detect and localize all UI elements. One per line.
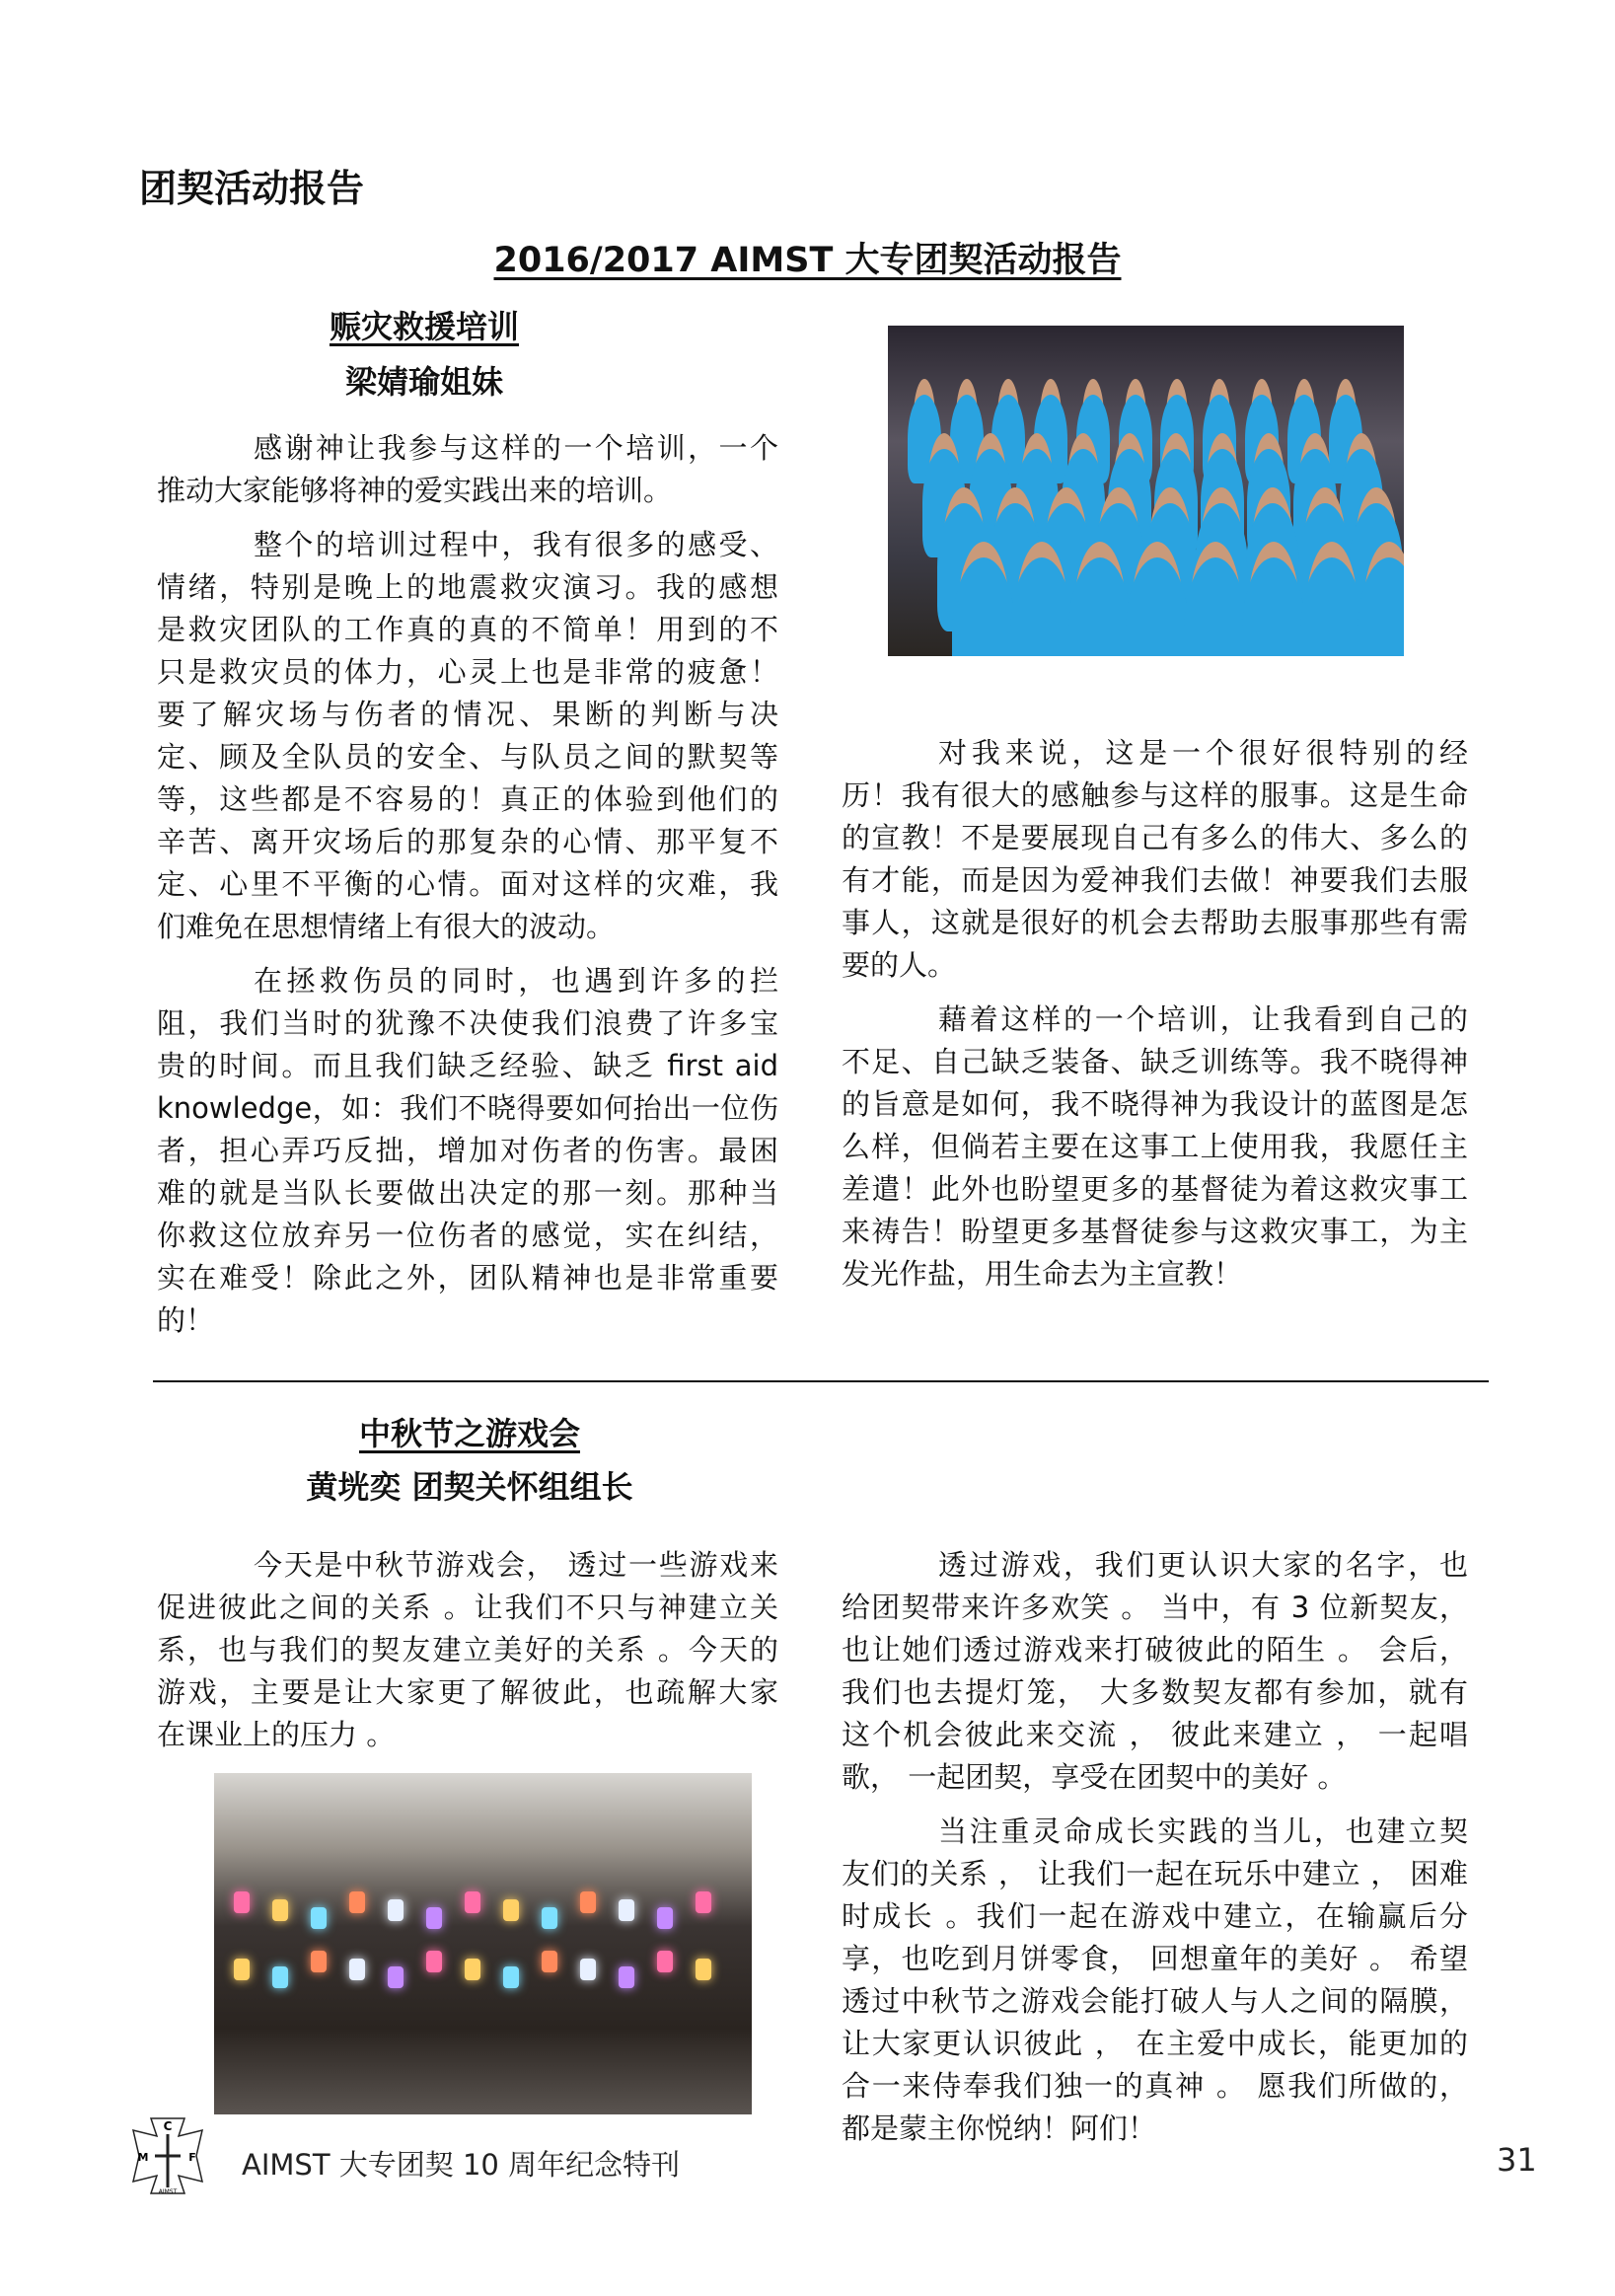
paragraph (157, 960, 778, 1342)
text-line: 享，也吃到月饼零食， 回想童年的美好 。 希望 (842, 1942, 1468, 1975)
text-line: 藉着这样的一个培训，让我看到自己的 (938, 1002, 1468, 1036)
report-title-text: 2016/2017 AIMST 大专团契活动报告 (493, 241, 1122, 280)
text-line: 辛苦、离开灾场后的那复杂的心情、那平复不 (157, 825, 778, 858)
section2-author: 黄垙奕 团契关怀组组长 (306, 1468, 633, 1506)
section2-left-column (157, 1544, 778, 1768)
photo-lantern (465, 1891, 480, 1913)
text-line: 只是救灾员的体力，心灵上也是非常的疲惫！ (157, 655, 778, 689)
page-number: 31 (1497, 2141, 1537, 2179)
section2-heading (272, 1409, 667, 1454)
photo-lantern (696, 1891, 711, 1913)
svg-text:AIMST: AIMST (158, 2188, 178, 2195)
paragraph (842, 1544, 1468, 1799)
paragraph (842, 732, 1468, 987)
text-line: 在课业上的压力 。 (157, 1718, 396, 1751)
text-line: 实在难受！除此之外，团队精神也是非常重要 (157, 1261, 778, 1295)
text-line: 感谢神让我参与这样的一个培训，一个 (254, 431, 778, 465)
text-line: 要的人。 (842, 948, 957, 982)
photo-lantern (426, 1907, 442, 1929)
page-section-label: 团契活动报告 (139, 167, 365, 210)
photo-lantern (272, 1899, 288, 1921)
text-line: 定、心里不平衡的心情。面对这样的灾难，我 (157, 867, 778, 901)
footer-publication-title: AIMST 大专团契 10 周年纪念特刊 (242, 2148, 681, 2182)
photo-lantern (234, 1959, 250, 1980)
text-line: 歌， 一起团契，享受在团契中的美好 。 (842, 1760, 1347, 1794)
photo-lantern (542, 1907, 557, 1929)
text-line: 的！ (157, 1303, 215, 1337)
text-line: 时成长 。我们一起在游戏中建立，在输赢后分 (842, 1899, 1468, 1933)
report-title (0, 233, 1615, 282)
svg-text:F: F (188, 2151, 196, 2164)
photo-lantern (503, 1966, 519, 1988)
photo-lantern (388, 1899, 404, 1921)
photo-lantern (234, 1891, 250, 1913)
svg-text:M: M (137, 2151, 149, 2164)
text-line: 阻，我们当时的犹豫不决使我们浪费了许多宝 (157, 1006, 778, 1040)
text-line: 来祷告！盼望更多基督徒参与这救灾事工，为主 (842, 1215, 1468, 1248)
text-line: 们难免在思想情绪上有很大的波动。 (157, 910, 616, 943)
paragraph (842, 999, 1468, 1296)
text-line: 者，担心弄巧反拙，增加对伤者的伤害。最困 (157, 1134, 778, 1167)
text-line: 对我来说，这是一个很好很特别的经 (938, 736, 1468, 770)
text-line: 系，也与我们的契友建立美好的关系 。今天的 (157, 1633, 778, 1666)
text-line: 透过中秋节之游戏会能打破人与人之间的隔膜， (842, 1984, 1468, 2018)
photo-lantern (349, 1891, 365, 1913)
text-line: 历！我有很大的感触参与这样的服事。这是生命 (842, 778, 1468, 812)
text-line: 贵的时间。而且我们缺乏经验、缺乏 first aid (157, 1049, 778, 1082)
text-line: 情绪，特别是晚上的地震救灾演习。我的感想 (157, 570, 778, 604)
text-line: 的宣教！不是要展现自己有多么的伟大、多么的 (842, 821, 1468, 854)
text-line: 推动大家能够将神的爱实践出来的培训。 (157, 474, 673, 507)
section2-heading-text: 中秋节之游戏会 (358, 1415, 580, 1452)
text-line: 合一来侍奉我们独一的真神 。 愿我们所做的， (842, 2069, 1468, 2103)
group-photo-lanterns (214, 1773, 752, 2114)
text-line: 让大家更认识彼此 ， 在主爱中成长，能更加的 (842, 2027, 1468, 2060)
text-line: 在拯救伤员的同时，也遇到许多的拦 (254, 964, 778, 998)
cmf-logo-icon (129, 2114, 206, 2197)
text-line: 我们也去提灯笼， 大多数契友都有参加，就有 (842, 1675, 1468, 1709)
text-line: 也让她们透过游戏来打破彼此的陌生 。 会后， (842, 1633, 1468, 1666)
photo-lantern (619, 1899, 634, 1921)
text-line: knowledge，如：我们不晓得要如何抬出一位伤 (157, 1091, 778, 1125)
section2-right-column (842, 1544, 1468, 2162)
photo-lantern (619, 1966, 634, 1988)
photo-lantern (542, 1951, 557, 1972)
photo-lantern (388, 1966, 404, 1988)
text-line: 差遣！此外也盼望更多的基督徒为着这救灾事工 (842, 1172, 1468, 1206)
text-line: 今天是中秋节游戏会， 透过一些游戏来 (254, 1548, 778, 1582)
photo-lantern (580, 1891, 596, 1913)
text-line: 等，这些都是不容易的！真正的体验到他们的 (157, 782, 778, 816)
section1-right-column (842, 732, 1468, 1307)
text-line: 的旨意是如何，我不晓得神为我设计的蓝图是怎 (842, 1087, 1468, 1121)
text-line: 游戏，主要是让大家更了解彼此，也疏解大家 (157, 1675, 778, 1709)
text-line: 发光作盐，用生命去为主宣教！ (842, 1257, 1243, 1291)
paragraph (842, 1811, 1468, 2150)
text-line: 当注重灵命成长实践的当儿，也建立契 (938, 1815, 1468, 1848)
section1-author: 梁婧瑜姐妹 (344, 363, 503, 401)
photo-lantern (426, 1951, 442, 1972)
photo-lantern (272, 1966, 288, 1988)
photo-lantern (657, 1951, 673, 1972)
paragraph (157, 427, 778, 512)
text-line: 有才能，而是因为爱神我们去做！神要我们去服 (842, 863, 1468, 897)
text-line: 事人，这就是很好的机会去帮助去服事那些有需 (842, 906, 1468, 939)
paragraph (157, 1544, 778, 1756)
text-line: 么样，但倘若主要在这事工上使用我，我愿任主 (842, 1130, 1468, 1163)
text-line: 定、顾及全队员的安全、与队员之间的默契等 (157, 740, 778, 774)
photo-lantern (657, 1907, 673, 1929)
photo-lantern (696, 1959, 711, 1980)
photo-lantern (580, 1959, 596, 1980)
text-line: 都是蒙主你悦纳！阿们！ (842, 2111, 1157, 2145)
photo-lantern (311, 1907, 327, 1929)
section1-heading-text: 赈灾救援培训 (329, 308, 519, 345)
section-divider (153, 1380, 1489, 1382)
group-photo-training (888, 326, 1404, 656)
text-line: 难的就是当队长要做出决定的那一刻。那种当 (157, 1176, 778, 1210)
text-line: 这个机会彼此来交流 ， 彼此来建立 ， 一起唱 (842, 1718, 1468, 1751)
text-line: 友们的关系 ， 让我们一起在玩乐中建立 ， 困难 (842, 1857, 1468, 1890)
photo-lantern (465, 1959, 480, 1980)
text-line: 你救这位放弃另一位伤者的感觉，实在纠结， (157, 1219, 778, 1252)
photo-lantern (311, 1951, 327, 1972)
text-line: 促进彼此之间的关系 。让我们不只与神建立关 (157, 1591, 778, 1624)
paragraph (157, 524, 778, 948)
text-line: 透过游戏，我们更认识大家的名字，也 (938, 1548, 1468, 1582)
text-line: 给团契带来许多欢笑 。 当中，有 3 位新契友， (842, 1591, 1468, 1624)
section1-left-column (157, 427, 778, 1354)
text-line: 不足、自己缺乏装备、缺乏训练等。我不晓得神 (842, 1045, 1468, 1078)
svg-text:C: C (163, 2119, 173, 2133)
text-line: 是救灾团队的工作真的真的不简单！用到的不 (157, 613, 778, 646)
section1-heading (227, 302, 622, 347)
photo-lantern (503, 1899, 519, 1921)
text-line: 要了解灾场与伤者的情况、果断的判断与决 (157, 698, 778, 731)
text-line: 整个的培训过程中，我有很多的感受、 (254, 528, 778, 561)
photo-lantern (349, 1959, 365, 1980)
